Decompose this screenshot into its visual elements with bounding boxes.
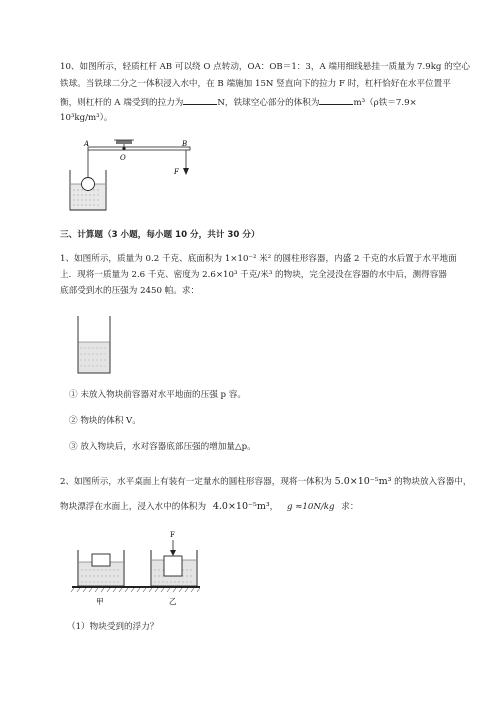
q2-line2-text-e: 求：	[341, 502, 359, 512]
label-jia: 甲	[96, 597, 104, 606]
container-water	[78, 342, 110, 373]
two-container-figure	[72, 528, 202, 608]
label-o: O	[120, 154, 126, 162]
lever-bar	[88, 147, 190, 150]
q1-line3: 底部受到水的压强为 2450 帕。求：	[60, 286, 200, 296]
q10-line2: 铁球。当铁球二分之一体积浸入水中，在 B 端施加 15N 竖直向下的拉力 F 时，杠杆恰好在水平位置平	[60, 79, 451, 89]
q1-line1: 1、如图所示，质量为 0.2 千克、底面积为 1×10⁻² 米² 的圆柱形容器，内盛 2 千克的水后置于水平地面	[60, 254, 457, 264]
section-heading: 三、计算题（3 小题，每小题 10 分，共计 30 分）	[60, 230, 260, 240]
label-f: F	[174, 168, 179, 176]
push-force-arrow	[170, 550, 176, 556]
q10-answer-blank-1[interactable]	[183, 96, 217, 105]
q2-gravity: g ≈10N/kg	[286, 502, 335, 512]
q2-line2-text-a: 物块漂浮在水面上，浸入水中的体积为	[60, 502, 207, 512]
q10-line1: 10、如图所示，轻质杠杆 AB 可以绕 O 点转动，OA：OB＝1：3，A 端用细线悬挂一质量为 7.9kg 的空心	[60, 62, 470, 72]
q10-line3	[60, 96, 417, 109]
container-figure	[77, 316, 117, 374]
q1-sub2: ② 物块的体积 V。	[69, 416, 141, 426]
q2-line1-text-c: 的物块放入容器中，	[394, 477, 472, 487]
q2-volume-1: 5.0×10⁻⁵m³	[334, 476, 392, 487]
left-block	[92, 554, 110, 566]
pivot-o	[122, 147, 125, 150]
q2-line2-comma: ，	[269, 502, 279, 512]
q10-answer-blank-2[interactable]	[319, 96, 353, 105]
q1-line2: 上．现将一质量为 2.6 千克、密度为 2.6×10³ 千克/米³ 的物块，完全浸没在容器的水中后，测得容器	[60, 270, 447, 280]
q2-line2	[60, 501, 358, 513]
pivot-support	[116, 140, 132, 144]
q2-sub1: （1）物块受到的浮力？	[67, 622, 159, 632]
label-yi: 乙	[169, 597, 177, 606]
q2-volume-2: 4.0×10⁻⁵m³	[212, 501, 270, 512]
force-f-arrow	[183, 168, 189, 175]
q10-line3-text-c: m³（ρ铁＝7.9×	[353, 98, 417, 108]
label-a: A	[84, 140, 90, 148]
q1-sub1: ① 未放入物块前容器对水平地面的压强 p 容。	[69, 390, 246, 400]
q1-sub3: ③ 放入物块后，水对容器底部压强的增加量△p。	[69, 442, 256, 452]
right-block	[164, 556, 182, 576]
q10-line3-text-a: 衡，则杠杆的 A 端受到的拉力为	[60, 98, 184, 108]
iron-ball	[82, 178, 95, 191]
label-push-f: F	[170, 531, 175, 539]
label-b: B	[182, 140, 188, 148]
lever-figure	[68, 140, 208, 220]
q2-line1	[60, 476, 472, 488]
q2-line1-text-a: 2、如图所示，水平桌面上有装有一定量水的圆柱形容器，现将一体积为	[60, 477, 332, 487]
q10-line4: 10³kg/m³）。	[60, 113, 113, 123]
q10-line3-text-b: N，铁球空心部分的体积为	[217, 98, 320, 108]
